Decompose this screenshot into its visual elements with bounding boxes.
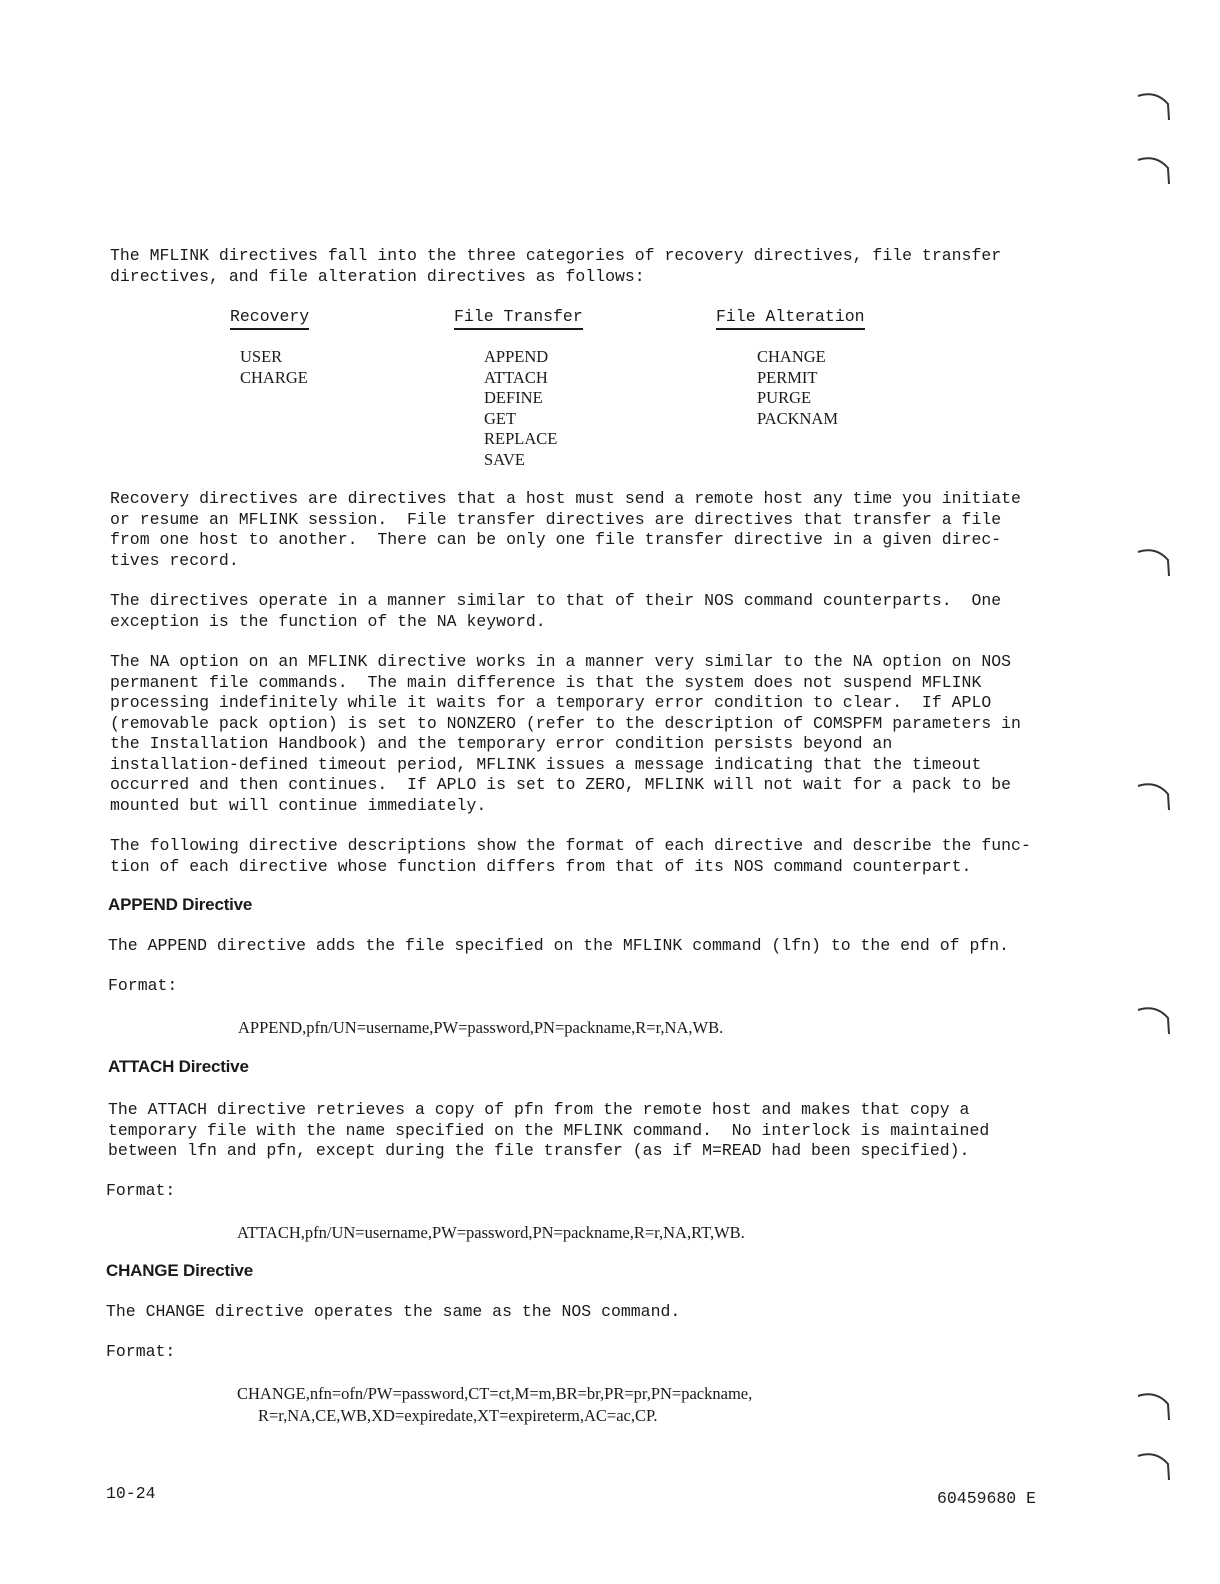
change-directive-heading: CHANGE Directive xyxy=(106,1261,254,1280)
list-item: SAVE xyxy=(484,449,525,469)
attach-description: The ATTACH directive retrieves a copy of pfn from the remote host and makes that copy a temporary file with the name specified on the MFLINK command. No interlock is maintained between lfn and pfn, except during the file transfer (as if M=READ had been specified). xyxy=(108,1100,990,1160)
change-format-line-2: R=r,NA,CE,WB,XD=expiredate,XT=expireterm,AC=ac,CP. xyxy=(258,1406,658,1425)
recovery-directive-list xyxy=(240,347,308,388)
change-format-label: Format: xyxy=(106,1342,176,1361)
category-heading-file-transfer: File Transfer xyxy=(454,307,583,330)
list-item: APPEND xyxy=(484,347,549,366)
intro-paragraph: The MFLINK directives fall into the three categories of recovery directives, file transfer directives, and file alteration directives as follows: xyxy=(110,246,1002,286)
list-item: USER xyxy=(240,347,283,366)
list-item: CHANGE xyxy=(757,347,826,366)
category-heading-file-alteration: File Alteration xyxy=(716,307,865,330)
list-item: PERMIT xyxy=(757,367,818,387)
document-number: 60459680 E xyxy=(937,1489,1037,1508)
binder-hole-mark xyxy=(1134,542,1174,582)
binder-hole-mark xyxy=(1134,1446,1174,1486)
binder-hole-mark xyxy=(1134,1000,1174,1040)
recovery-paragraph: Recovery directives are directives that a host must send a remote host any time you initiate or resume an MFLINK session. File transfer directives are directives that transfer a file from one host to another. There can be only one file transfer directive in a given direc- tives record. xyxy=(110,489,1021,570)
attach-directive-heading: ATTACH Directive xyxy=(108,1057,249,1076)
list-item: DEFINE xyxy=(484,388,543,407)
na-option-paragraph: The NA option on an MFLINK directive works in a manner very similar to the NA option on NOS permanent file commands. The main difference is that the system does not suspend MFLINK processing indefinitely while it waits for a temporary error condition to clear. If APLO (removable pack option) is set to NONZERO (refer to the description of COMSPFM parameters in the Installation Handbook) and the temporary error condition persists beyond an installation-defined timeout period, MFLINK issues a message indicating that the timeout occurred and then continues. If APLO is set to ZERO, MFLINK will not wait for a pack to be mounted but will continue immediately. xyxy=(110,652,1021,815)
file-alteration-directive-list xyxy=(757,347,838,429)
page-number: 10-24 xyxy=(106,1484,156,1503)
append-directive-heading: APPEND Directive xyxy=(108,895,253,914)
attach-format-label: Format: xyxy=(106,1181,176,1200)
list-item: PURGE xyxy=(757,388,812,407)
binder-hole-mark xyxy=(1134,86,1174,126)
category-heading-recovery: Recovery xyxy=(230,307,309,330)
attach-format: ATTACH,pfn/UN=username,PW=password,PN=packname,R=r,NA,RT,WB. xyxy=(237,1223,745,1242)
following-paragraph: The following directive descriptions show the format of each directive and describe the func- tion of each directive whose function differs from that of its NOS command counterpart. xyxy=(110,836,1031,876)
append-format: APPEND,pfn/UN=username,PW=password,PN=packname,R=r,NA,WB. xyxy=(238,1018,724,1037)
change-description: The CHANGE directive operates the same as the NOS command. xyxy=(106,1302,681,1321)
change-format-line-1: CHANGE,nfn=ofn/PW=password,CT=ct,M=m,BR=br,PR=pr,PN=packname, xyxy=(237,1384,753,1403)
list-item: ATTACH xyxy=(484,367,548,387)
list-item: REPLACE xyxy=(484,429,558,448)
binder-hole-mark xyxy=(1134,1386,1174,1426)
list-item: CHARGE xyxy=(240,367,308,387)
binder-hole-mark xyxy=(1134,776,1174,816)
append-description: The APPEND directive adds the file specified on the MFLINK command (lfn) to the end of pfn. xyxy=(108,936,1010,955)
operate-paragraph: The directives operate in a manner similar to that of their NOS command counterparts. One exception is the function of the NA keyword. xyxy=(110,591,1002,631)
list-item: GET xyxy=(484,408,517,428)
list-item: PACKNAM xyxy=(757,408,839,428)
binder-hole-mark xyxy=(1134,150,1174,190)
file-transfer-directive-list xyxy=(484,347,557,470)
append-format-label: Format: xyxy=(108,976,178,995)
